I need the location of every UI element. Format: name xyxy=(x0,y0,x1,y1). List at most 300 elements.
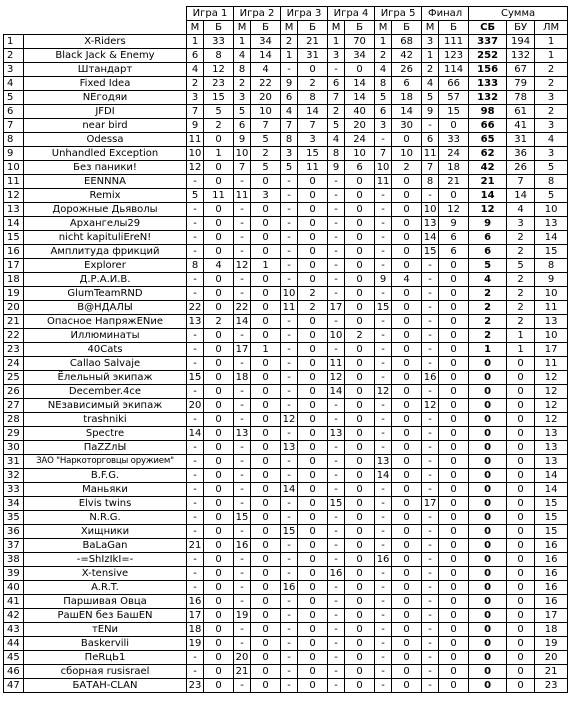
score-cell: 0 xyxy=(204,581,234,595)
score-cell: 0 xyxy=(298,665,328,679)
header-sub-place: М xyxy=(375,21,392,35)
score-cell: 0 xyxy=(251,329,281,343)
score-cell: - xyxy=(375,357,392,371)
score-cell: 14 xyxy=(345,77,375,91)
score-cell: 1 xyxy=(535,49,568,63)
score-cell: 20 xyxy=(535,651,568,665)
score-cell: 0 xyxy=(251,371,281,385)
score-cell: 0 xyxy=(251,357,281,371)
score-cell: - xyxy=(187,357,204,371)
score-cell: - xyxy=(422,413,439,427)
score-cell: 0 xyxy=(507,609,535,623)
score-cell: - xyxy=(328,595,345,609)
score-cell: 15 xyxy=(439,105,469,119)
total-points-cell: 337 xyxy=(469,35,507,49)
score-cell: 0 xyxy=(345,623,375,637)
total-points-cell: 6 xyxy=(469,231,507,245)
rank-cell: 18 xyxy=(4,273,24,287)
team-name-cell: December.4ce xyxy=(24,385,187,399)
score-cell: - xyxy=(328,581,345,595)
rank-cell: 22 xyxy=(4,329,24,343)
table-row xyxy=(4,189,568,203)
total-points-cell: 0 xyxy=(469,623,507,637)
header-sub-points: Б xyxy=(392,21,422,35)
score-cell: 0 xyxy=(507,539,535,553)
score-cell: - xyxy=(234,231,251,245)
score-cell: - xyxy=(187,231,204,245)
score-cell: 0 xyxy=(204,203,234,217)
score-cell: 0 xyxy=(439,525,469,539)
total-points-cell: 0 xyxy=(469,497,507,511)
score-cell: 4 xyxy=(328,133,345,147)
score-cell: 0 xyxy=(251,315,281,329)
score-cell: 0 xyxy=(392,217,422,231)
score-cell: 0 xyxy=(345,427,375,441)
score-cell: 14 xyxy=(535,231,568,245)
score-cell: 11 xyxy=(375,175,392,189)
score-cell: - xyxy=(422,595,439,609)
score-cell: 5 xyxy=(251,161,281,175)
table-row xyxy=(4,427,568,441)
score-cell: 18 xyxy=(187,623,204,637)
rank-cell: 4 xyxy=(4,77,24,91)
score-cell: 12 xyxy=(422,399,439,413)
score-cell: 14 xyxy=(281,483,298,497)
score-cell: - xyxy=(187,273,204,287)
score-cell: 0 xyxy=(204,595,234,609)
score-cell: 0 xyxy=(345,259,375,273)
score-cell: 0 xyxy=(439,581,469,595)
score-cell: 22 xyxy=(234,301,251,315)
score-cell: 12 xyxy=(535,413,568,427)
score-cell: - xyxy=(422,469,439,483)
score-cell: 0 xyxy=(298,63,328,77)
team-name-cell: Fixed Idea xyxy=(24,77,187,91)
score-cell: 0 xyxy=(298,609,328,623)
score-cell: 0 xyxy=(298,427,328,441)
rank-cell: 23 xyxy=(4,343,24,357)
score-cell: 0 xyxy=(439,273,469,287)
team-name-cell: тENи xyxy=(24,623,187,637)
score-cell: 0 xyxy=(507,595,535,609)
score-cell: - xyxy=(422,189,439,203)
total-points-cell: 0 xyxy=(469,413,507,427)
score-cell: - xyxy=(375,217,392,231)
score-cell: - xyxy=(375,427,392,441)
score-cell: 0 xyxy=(204,455,234,469)
team-name-cell: РашEN без БашEN xyxy=(24,609,187,623)
total-points-cell: 6 xyxy=(469,245,507,259)
score-cell: - xyxy=(422,315,439,329)
score-cell: 0 xyxy=(298,175,328,189)
table-row xyxy=(4,119,568,133)
score-cell: 21 xyxy=(535,665,568,679)
score-cell: 0 xyxy=(204,399,234,413)
score-cell: 0 xyxy=(251,609,281,623)
score-cell: 11 xyxy=(535,357,568,371)
score-cell: 0 xyxy=(439,553,469,567)
table-row xyxy=(4,63,568,77)
score-cell: - xyxy=(234,273,251,287)
score-cell: - xyxy=(281,511,298,525)
total-points-cell: 0 xyxy=(469,651,507,665)
score-cell: 11 xyxy=(328,357,345,371)
rank-cell: 7 xyxy=(4,119,24,133)
score-cell: 0 xyxy=(345,413,375,427)
score-cell: 34 xyxy=(345,49,375,63)
table-row xyxy=(4,49,568,63)
score-cell: - xyxy=(328,511,345,525)
score-cell: 0 xyxy=(345,581,375,595)
score-cell: 0 xyxy=(251,301,281,315)
score-cell: 0 xyxy=(204,385,234,399)
header-sub-points: Б xyxy=(251,21,281,35)
score-cell: 0 xyxy=(345,63,375,77)
score-cell: 16 xyxy=(535,581,568,595)
score-cell: 0 xyxy=(298,371,328,385)
score-cell: 0 xyxy=(251,203,281,217)
rank-cell: 37 xyxy=(4,539,24,553)
score-cell: - xyxy=(281,175,298,189)
score-cell: 1 xyxy=(507,343,535,357)
score-cell: 2 xyxy=(204,119,234,133)
score-cell: 0 xyxy=(251,245,281,259)
score-cell: - xyxy=(234,203,251,217)
score-cell: - xyxy=(234,483,251,497)
score-cell: 0 xyxy=(507,567,535,581)
total-points-cell: 21 xyxy=(469,175,507,189)
score-cell: 0 xyxy=(439,301,469,315)
score-cell: 0 xyxy=(392,623,422,637)
rank-cell: 42 xyxy=(4,609,24,623)
score-cell: - xyxy=(328,287,345,301)
score-cell: 0 xyxy=(345,385,375,399)
score-cell: 2 xyxy=(328,105,345,119)
rank-cell: 32 xyxy=(4,469,24,483)
rank-cell: 11 xyxy=(4,175,24,189)
team-name-cell: GlumTeamRND xyxy=(24,287,187,301)
score-cell: 0 xyxy=(439,567,469,581)
score-cell: 0 xyxy=(392,483,422,497)
table-row xyxy=(4,455,568,469)
score-cell: 0 xyxy=(507,553,535,567)
score-cell: 34 xyxy=(251,35,281,49)
header-sub-points: Б xyxy=(439,21,469,35)
score-cell: 13 xyxy=(328,427,345,441)
score-cell: - xyxy=(375,189,392,203)
score-cell: 0 xyxy=(204,665,234,679)
score-cell: 0 xyxy=(345,637,375,651)
score-cell: 10 xyxy=(422,203,439,217)
score-cell: 5 xyxy=(234,105,251,119)
rank-cell: 19 xyxy=(4,287,24,301)
total-points-cell: 14 xyxy=(469,189,507,203)
score-cell: - xyxy=(328,273,345,287)
score-cell: 4 xyxy=(535,133,568,147)
score-cell: 9 xyxy=(281,77,298,91)
score-cell: 12 xyxy=(204,63,234,77)
score-cell: 7 xyxy=(422,161,439,175)
score-cell: 5 xyxy=(507,259,535,273)
score-cell: 14 xyxy=(328,385,345,399)
score-cell: 123 xyxy=(439,49,469,63)
score-cell: 0 xyxy=(392,385,422,399)
team-name-cell: Штандарт xyxy=(24,63,187,77)
header-sub-points: Б xyxy=(345,21,375,35)
score-cell: 6 xyxy=(328,77,345,91)
score-cell: - xyxy=(234,441,251,455)
header-game-3: Игра 3 xyxy=(281,7,328,21)
team-name-cell: ЗАО "Наркоторговцы оружием" xyxy=(24,455,187,469)
score-cell: 3 xyxy=(187,91,204,105)
score-cell: 0 xyxy=(392,525,422,539)
score-cell: - xyxy=(422,329,439,343)
rank-cell: 47 xyxy=(4,679,24,693)
team-name-cell: Baskervili xyxy=(24,637,187,651)
score-cell: 3 xyxy=(298,133,328,147)
score-cell: 78 xyxy=(507,91,535,105)
team-name-cell: Дорожные Дьяволы xyxy=(24,203,187,217)
table-row xyxy=(4,385,568,399)
score-cell: - xyxy=(422,609,439,623)
score-cell: 0 xyxy=(392,497,422,511)
score-cell: 9 xyxy=(439,217,469,231)
score-cell: 13 xyxy=(535,441,568,455)
score-cell: - xyxy=(328,469,345,483)
total-points-cell: 2 xyxy=(469,287,507,301)
score-cell: 15 xyxy=(535,511,568,525)
score-cell: 0 xyxy=(298,595,328,609)
score-cell: 0 xyxy=(439,329,469,343)
total-points-cell: 65 xyxy=(469,133,507,147)
score-cell: - xyxy=(281,315,298,329)
score-cell: 21 xyxy=(187,539,204,553)
team-name-cell: JFDI xyxy=(24,105,187,119)
score-cell: - xyxy=(328,413,345,427)
results-table-container xyxy=(3,6,568,693)
score-cell: - xyxy=(281,189,298,203)
score-cell: 0 xyxy=(298,441,328,455)
score-cell: 0 xyxy=(204,539,234,553)
score-cell: 14 xyxy=(234,315,251,329)
score-cell: 0 xyxy=(251,413,281,427)
score-cell: - xyxy=(234,553,251,567)
score-cell: 9 xyxy=(234,133,251,147)
team-name-cell: X-tensive xyxy=(24,567,187,581)
score-cell: 0 xyxy=(204,427,234,441)
total-points-cell: 0 xyxy=(469,679,507,693)
score-cell: 0 xyxy=(345,679,375,693)
score-cell: - xyxy=(375,497,392,511)
score-cell: 10 xyxy=(234,147,251,161)
team-name-cell: Spectre xyxy=(24,427,187,441)
table-row xyxy=(4,581,568,595)
score-cell: - xyxy=(187,665,204,679)
score-cell: - xyxy=(234,581,251,595)
score-cell: 0 xyxy=(392,133,422,147)
score-cell: - xyxy=(422,273,439,287)
table-row xyxy=(4,665,568,679)
score-cell: 0 xyxy=(507,497,535,511)
score-cell: - xyxy=(375,259,392,273)
team-name-cell: Д.Р.А.И.В. xyxy=(24,273,187,287)
score-cell: 3 xyxy=(535,147,568,161)
score-cell: - xyxy=(328,455,345,469)
score-cell: 17 xyxy=(535,609,568,623)
score-cell: 0 xyxy=(507,679,535,693)
score-cell: 7 xyxy=(251,119,281,133)
score-cell: 16 xyxy=(535,539,568,553)
score-cell: 23 xyxy=(204,77,234,91)
score-cell: 0 xyxy=(507,413,535,427)
score-cell: 0 xyxy=(251,679,281,693)
total-points-cell: 0 xyxy=(469,427,507,441)
total-points-cell: 0 xyxy=(469,371,507,385)
score-cell: 19 xyxy=(234,609,251,623)
score-cell: 36 xyxy=(507,147,535,161)
total-points-cell: 5 xyxy=(469,259,507,273)
score-cell: 11 xyxy=(422,147,439,161)
score-cell: - xyxy=(422,651,439,665)
table-row xyxy=(4,469,568,483)
table-row xyxy=(4,315,568,329)
total-points-cell: 0 xyxy=(469,665,507,679)
score-cell: - xyxy=(187,651,204,665)
table-row xyxy=(4,245,568,259)
score-cell: 12 xyxy=(328,371,345,385)
team-name-cell: 40Cats xyxy=(24,343,187,357)
score-cell: 2 xyxy=(187,77,204,91)
score-cell: 0 xyxy=(345,469,375,483)
score-cell: 15 xyxy=(422,245,439,259)
score-cell: 0 xyxy=(392,287,422,301)
score-cell: 30 xyxy=(392,119,422,133)
score-cell: 0 xyxy=(507,525,535,539)
score-cell: 20 xyxy=(251,91,281,105)
results-table xyxy=(3,6,568,693)
total-points-cell: 0 xyxy=(469,469,507,483)
score-cell: 0 xyxy=(204,567,234,581)
score-cell: 13 xyxy=(422,217,439,231)
rank-cell: 15 xyxy=(4,231,24,245)
score-cell: 12 xyxy=(535,385,568,399)
table-row xyxy=(4,497,568,511)
table-row xyxy=(4,133,568,147)
score-cell: 0 xyxy=(439,287,469,301)
score-cell: 0 xyxy=(392,231,422,245)
score-cell: - xyxy=(422,539,439,553)
score-cell: 0 xyxy=(392,469,422,483)
score-cell: - xyxy=(187,343,204,357)
score-cell: 12 xyxy=(187,161,204,175)
table-row xyxy=(4,525,568,539)
score-cell: 0 xyxy=(251,581,281,595)
score-cell: 0 xyxy=(345,441,375,455)
score-cell: - xyxy=(234,245,251,259)
score-cell: 8 xyxy=(234,63,251,77)
score-cell: 23 xyxy=(187,679,204,693)
team-name-cell: Амплитуда фрикций xyxy=(24,245,187,259)
score-cell: - xyxy=(375,245,392,259)
score-cell: - xyxy=(422,525,439,539)
score-cell: 5 xyxy=(328,119,345,133)
table-row xyxy=(4,539,568,553)
total-points-cell: 0 xyxy=(469,609,507,623)
score-cell: - xyxy=(422,623,439,637)
score-cell: 0 xyxy=(345,455,375,469)
score-cell: - xyxy=(422,385,439,399)
score-cell: - xyxy=(328,665,345,679)
score-cell: 0 xyxy=(392,189,422,203)
rank-cell: 31 xyxy=(4,455,24,469)
score-cell: 9 xyxy=(535,273,568,287)
score-cell: - xyxy=(375,651,392,665)
score-cell: - xyxy=(375,371,392,385)
score-cell: 0 xyxy=(345,245,375,259)
score-cell: 0 xyxy=(345,609,375,623)
score-cell: 0 xyxy=(345,511,375,525)
score-cell: - xyxy=(375,329,392,343)
score-cell: 18 xyxy=(535,623,568,637)
score-cell: - xyxy=(422,287,439,301)
score-cell: 1 xyxy=(375,35,392,49)
score-cell: 0 xyxy=(392,511,422,525)
score-cell: - xyxy=(281,63,298,77)
score-cell: - xyxy=(187,483,204,497)
score-cell: 0 xyxy=(298,553,328,567)
score-cell: 0 xyxy=(251,623,281,637)
table-row xyxy=(4,441,568,455)
score-cell: 0 xyxy=(204,441,234,455)
header-sub-place: М xyxy=(234,21,251,35)
score-cell: - xyxy=(375,609,392,623)
rank-cell: 38 xyxy=(4,553,24,567)
score-cell: 0 xyxy=(204,343,234,357)
total-points-cell: 0 xyxy=(469,637,507,651)
score-cell: 41 xyxy=(507,119,535,133)
score-cell: 0 xyxy=(392,679,422,693)
score-cell: 0 xyxy=(298,637,328,651)
score-cell: 16 xyxy=(535,553,568,567)
score-cell: 16 xyxy=(281,581,298,595)
score-cell: 0 xyxy=(345,371,375,385)
score-cell: 0 xyxy=(251,455,281,469)
table-row xyxy=(4,175,568,189)
score-cell: - xyxy=(281,455,298,469)
rank-cell: 1 xyxy=(4,35,24,49)
score-cell: - xyxy=(422,581,439,595)
score-cell: 15 xyxy=(328,497,345,511)
rank-cell: 12 xyxy=(4,189,24,203)
score-cell: - xyxy=(375,287,392,301)
score-cell: 15 xyxy=(281,525,298,539)
score-cell: 9 xyxy=(422,105,439,119)
score-cell: - xyxy=(422,357,439,371)
score-cell: 0 xyxy=(298,679,328,693)
score-cell: - xyxy=(375,315,392,329)
score-cell: 0 xyxy=(204,371,234,385)
team-name-cell: near bird xyxy=(24,119,187,133)
score-cell: - xyxy=(281,259,298,273)
score-cell: 0 xyxy=(298,483,328,497)
score-cell: 0 xyxy=(298,399,328,413)
score-cell: 12 xyxy=(234,259,251,273)
score-cell: 1 xyxy=(328,35,345,49)
score-cell: - xyxy=(422,301,439,315)
score-cell: 194 xyxy=(507,35,535,49)
header-sum-1: СБ xyxy=(469,21,507,35)
score-cell: 0 xyxy=(507,399,535,413)
